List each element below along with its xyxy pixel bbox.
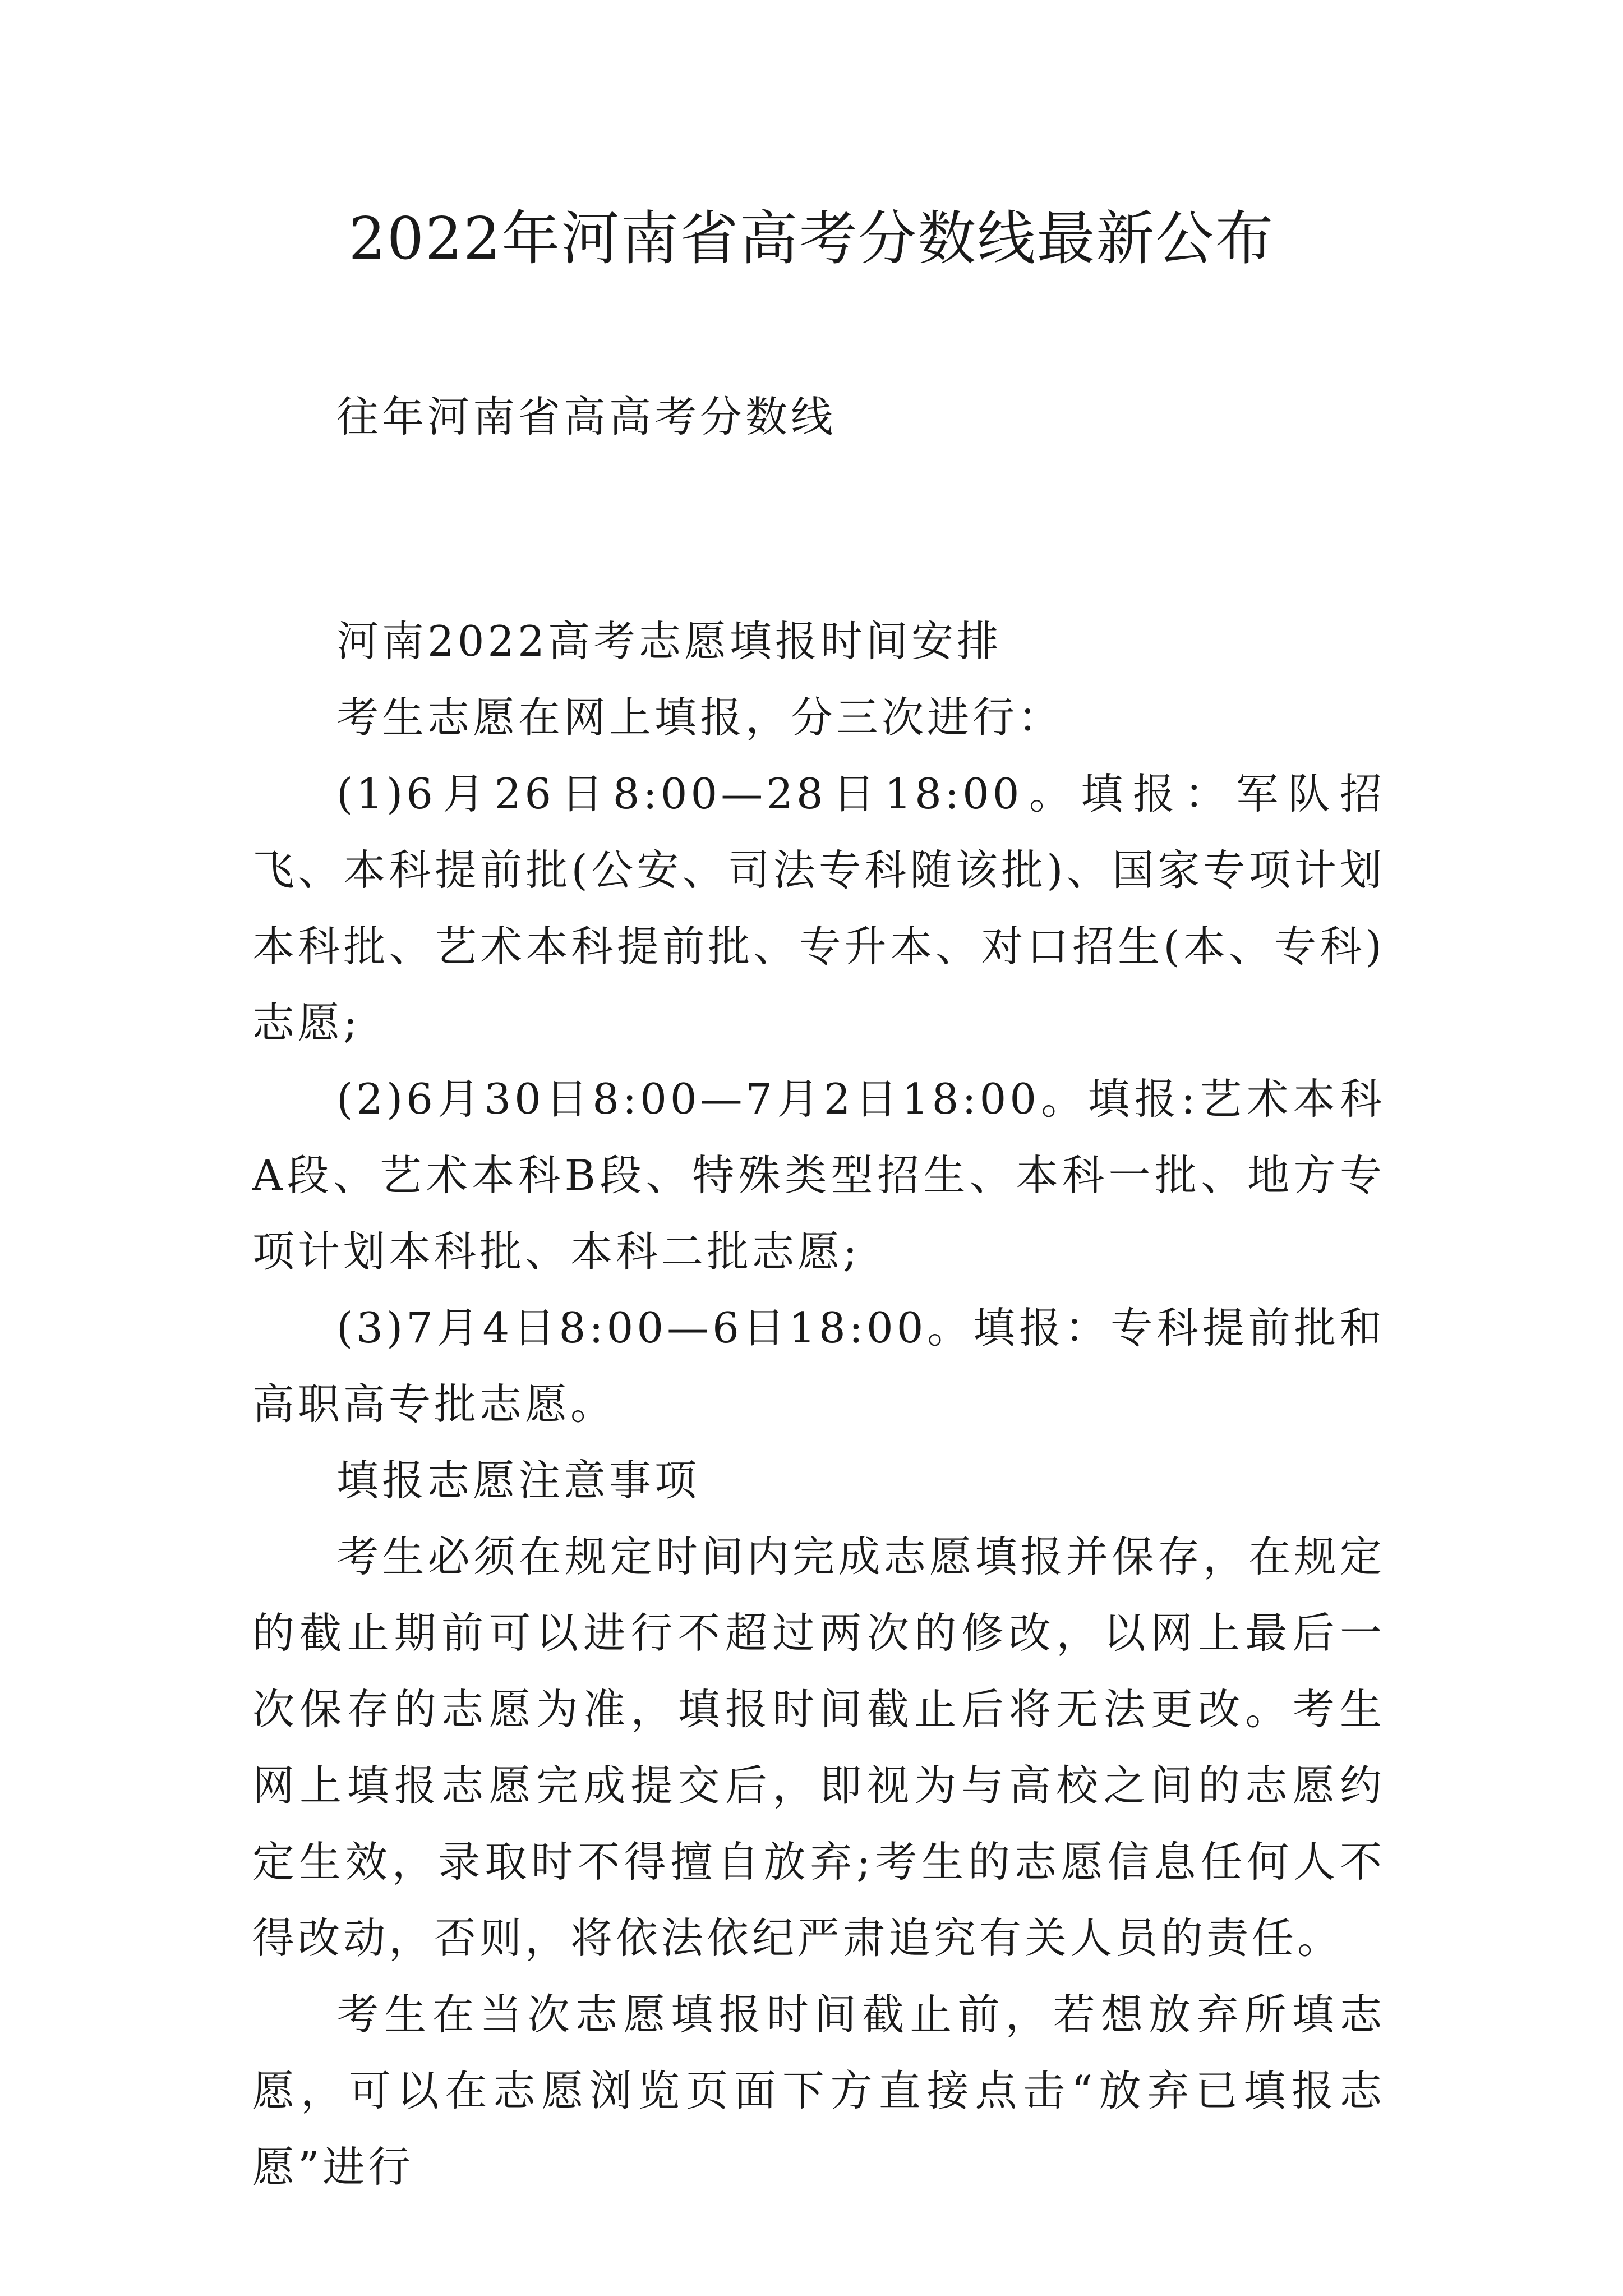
section-heading-notes: 填报志愿注意事项 [336, 1456, 700, 1505]
document-subtitle: 往年河南省高高考分数线 [336, 392, 837, 441]
paragraph-round-1: (1)6月26日8:00—28日18:00。填报：军队招飞、本科提前批(公安、司法专科随该批)、国家专项计划本科批、艺术本科提前批、专升本、对口招生(本、专科)志愿; [252, 769, 1385, 1047]
paragraph-notes-1: 考生必须在规定时间内完成志愿填报并保存，在规定的截止期前可以进行不超过两次的修改，以网上最后一次保存的志愿为准，填报时间截止后将无法更改。考生网上填报志愿完成提交后，即视为与高校之间的志愿约定生效，录取时不得擅自放弃;考生的志愿信息任何人不得改动，否则，将依法依纪严肃追究有关人员的责任。 [252, 1532, 1385, 1963]
paragraph-intro: 考生志愿在网上填报，分三次进行： [336, 693, 1064, 742]
paragraph-round-2: (2)6月30日8:00—7月2日18:00。填报:艺术本科A段、艺术本科B段、特殊类型招生、本科一批、地方专项计划本科批、本科二批志愿; [252, 1074, 1385, 1276]
document-subtitle-block [252, 379, 1385, 455]
document-title: 2022年河南省高考分数线最新公布 [348, 204, 1275, 273]
document-body [252, 603, 1385, 2205]
paragraph-notes-2: 考生在当次志愿填报时间截止前，若想放弃所填志愿，可以在志愿浏览页面下方直接点击“放弃已填报志愿”进行 [252, 1990, 1385, 2192]
paragraph-round-3: (3)7月4日8:00—6日18:00。填报：专科提前批和高职高专批志愿。 [252, 1303, 1385, 1429]
section-heading-schedule: 河南2022高考志愿填报时间安排 [336, 616, 1002, 666]
